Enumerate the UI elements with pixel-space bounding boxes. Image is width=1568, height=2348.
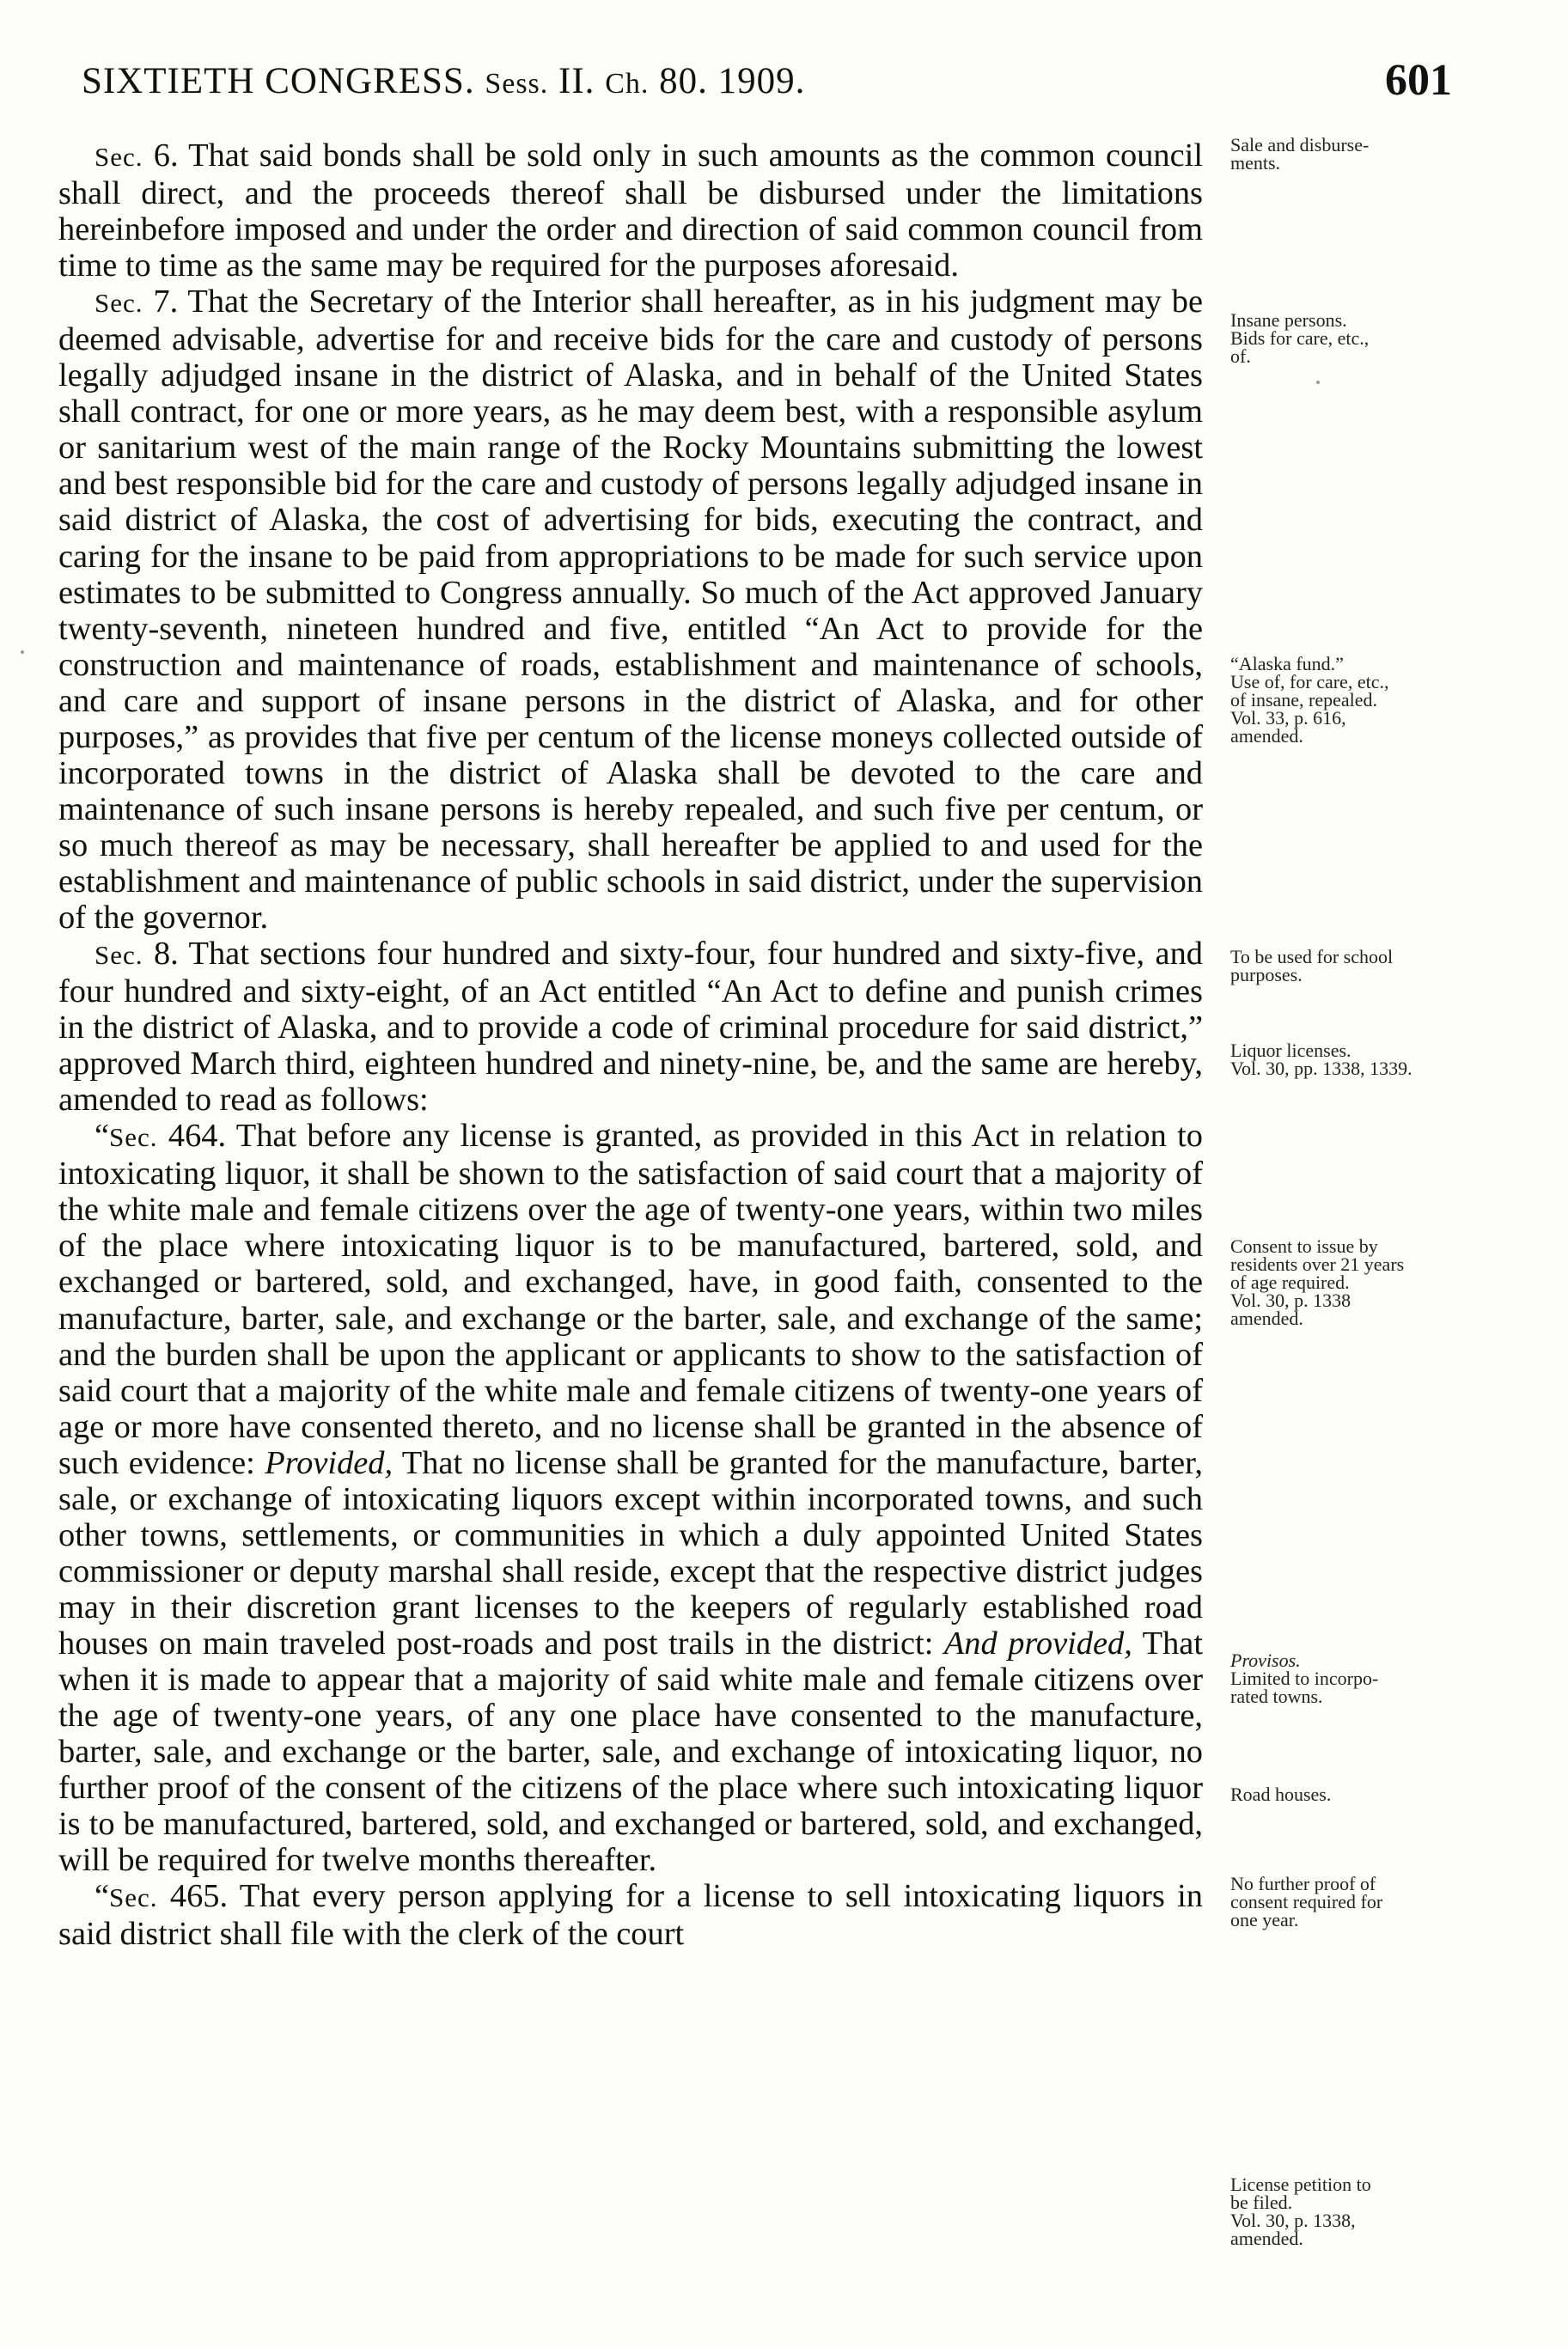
provisos-heading: Provisos. <box>1230 1650 1301 1671</box>
margin-line: rated towns. <box>1230 1686 1323 1707</box>
section-text: That when it is made to appear that a majority of said white male and female citizens over the age of twenty-one years, of any one place have consented to the manufacture, barter, sale, and exchange or the barter, sale, and exchange of intoxicating liquor, no further proof of the consent of the citizens of the place where such intoxicating liquor is to be manufactured, bartered, sold, and exchanged or bartered, sold, and exchanged, will be required for twelve months thereafter. <box>58 1625 1203 1879</box>
session-number: II. <box>558 61 595 101</box>
margin-line: No further proof of <box>1230 1873 1376 1894</box>
proviso-keyword: And provided, <box>943 1625 1132 1662</box>
margin-line: amended. <box>1230 725 1303 747</box>
margin-note-no-further-proof <box>1230 1875 1505 1929</box>
margin-line: Sale and disburse- <box>1230 134 1370 156</box>
year: 1909. <box>717 61 806 101</box>
margin-line: To be used for school <box>1230 946 1394 967</box>
margin-line: of. <box>1230 345 1251 367</box>
print-speck <box>1316 381 1320 384</box>
section-text: 6. That said bonds shall be sold only in such amounts as the common council shall direct, and the proceeds thereof shall be disbursed under the limitations hereinbefore imposed and under the order and direction of said common council from time to time as the same may be required for the purposes aforesaid. <box>58 137 1203 284</box>
main-text <box>58 137 1203 1952</box>
print-speck <box>21 650 24 654</box>
margin-line: consent required for <box>1230 1891 1383 1912</box>
margin-note-license-petition <box>1230 2175 1505 2247</box>
margin-line: one year. <box>1230 1909 1299 1930</box>
running-header <box>82 56 1452 129</box>
open-quote: “ <box>95 1878 110 1915</box>
section-465 <box>58 1878 1203 1952</box>
margin-note-insane <box>1230 311 1505 365</box>
page-number: 601 <box>1385 56 1452 105</box>
sec-label: Sec. <box>95 288 143 319</box>
session-abbr: Sess. <box>485 68 549 100</box>
section-text: 7. That the Secretary of the Interior shall hereafter, as in his judgment may be deemed advisable, advertise for and receive bids for the care and custody of persons legally adjudged insane in the district of Alaska, and in behalf of the United States shall contract, for one or more years, as he may deem best, with a responsible asylum or sanitarium west of the main range of the Rocky Mountains submitting the lowest and best responsible bid for the care and custody of persons legally adjudged insane in said district of Alaska, the cost of advertising for bids, executing the contract, and caring for the insane to be paid from appropriations to be made for such service upon estimates to be submitted to Congress annually. So much of the Act approved January twenty-seventh, nineteen hundred and five, entitled “An Act to provide for the construction and maintenance of roads, establishment and maintenance of schools, and care and support of insane persons in the district of Alaska, and for other purposes,” as provides that five per centum of the license moneys collected outside of incorporated towns in the district of Alaska shall be devoted to the care and maintenance of such insane persons is hereby repealed, and such five per centum, or so much thereof as may be necessary, shall hereafter be applied to and used for the establishment and maintenance of public schools in said district, under the supervision of the governor. <box>58 284 1203 936</box>
section-text: That no license shall be granted for the manufacture, barter, sale, or exchange of intoxicating liquors except within incorporated towns, and such other towns, settlements, or communities in which a duly appointed United States commissioner or deputy marshal shall reside, except that the respective district judges may in their discretion grant licenses to the keepers of regularly established road houses on main traveled post-roads and post trails in the district: <box>58 1444 1203 1662</box>
section-text: 464. That before any license is granted, as provided in this Act in relation to intoxicating liquor, it shall be shown to the satisfaction of said court that a majority of the white male and female citizens over the age of twenty-one years, within two miles of the place where intoxicating liquor is to be manufactured, bartered, sold, and exchanged or bartered, sold, and exchanged, have, in good faith, consented to the manufacture, barter, sale, and exchange or the barter, sale, and exchange of the same; and the burden shall be upon the applicant or applicants to show to the satisfaction of said court that a majority of the white male and female citizens of twenty-one years of age or more have consented thereto, and no license shall be granted in the absence of such evidence: <box>58 1118 1203 1481</box>
sec-label: Sec. <box>95 142 143 172</box>
margin-line: amended. <box>1230 1308 1303 1329</box>
margin-note-school <box>1230 948 1505 984</box>
margin-line: purposes. <box>1230 964 1303 985</box>
margin-note-liquor <box>1230 1041 1505 1077</box>
margin-line: be filed. <box>1230 2192 1293 2213</box>
margin-line: Consent to issue by <box>1230 1235 1378 1257</box>
margin-line <box>1230 1651 1505 1669</box>
margin-line: ments. <box>1230 152 1281 174</box>
margin-line: Bids for care, etc., <box>1230 327 1370 349</box>
sec-label: Sec. <box>95 940 143 971</box>
running-head-text <box>82 60 805 102</box>
margin-line: Limited to incorpo- <box>1230 1668 1379 1689</box>
margin-line: Liquor licenses. <box>1230 1040 1351 1061</box>
section-7 <box>58 284 1203 936</box>
margin-line: Vol. 30, p. 1338 <box>1230 1290 1351 1311</box>
margin-note-sale <box>1230 136 1505 172</box>
section-text: 8. That sections four hundred and sixty-four, four hundred and sixty-five, and four hundred and sixty-eight, of an Act entitled “An Act to define and punish crimes in the district of Alaska, and to provide a code of criminal procedure for said district,” approved March third, eighteen hundred and ninety-nine, be, and the same are hereby, amended to read as follows: <box>58 936 1203 1119</box>
sec-label: Sec. <box>109 1122 158 1153</box>
margin-line: Vol. 33, p. 616, <box>1230 707 1346 729</box>
chapter-number: 80. <box>659 61 708 101</box>
margin-line: amended. <box>1230 2228 1303 2249</box>
margin-line: residents over 21 years <box>1230 1253 1405 1275</box>
margin-note-consent <box>1230 1237 1505 1327</box>
margin-line: “Alaska fund.” <box>1230 653 1344 674</box>
margin-line: Vol. 30, pp. 1338, 1339. <box>1230 1058 1412 1079</box>
section-464 <box>58 1118 1203 1878</box>
margin-line: of insane, repealed. <box>1230 689 1378 710</box>
chapter-abbr: Ch. <box>605 68 650 100</box>
section-text: 465. That every person applying for a license to sell intoxicating liquors in said district shall file with the clerk of the court <box>58 1878 1203 1953</box>
congress-title: SIXTIETH CONGRESS. <box>82 61 475 101</box>
margin-line: Use of, for care, etc., <box>1230 671 1389 692</box>
margin-line: Road houses. <box>1230 1784 1332 1805</box>
section-8 <box>58 936 1203 1118</box>
margin-line: Vol. 30, p. 1338, <box>1230 2210 1356 2231</box>
section-6 <box>58 137 1203 284</box>
margin-line: Insane persons. <box>1230 309 1347 331</box>
sec-label: Sec. <box>109 1882 158 1913</box>
margin-note-provisos <box>1230 1651 1505 1705</box>
margin-line: of age required. <box>1230 1272 1350 1293</box>
proviso-keyword: Provided, <box>265 1444 394 1481</box>
open-quote: “ <box>95 1118 110 1155</box>
margin-note-road-houses <box>1230 1785 1505 1803</box>
margin-note-alaska-fund <box>1230 655 1505 745</box>
margin-line: License petition to <box>1230 2174 1371 2195</box>
